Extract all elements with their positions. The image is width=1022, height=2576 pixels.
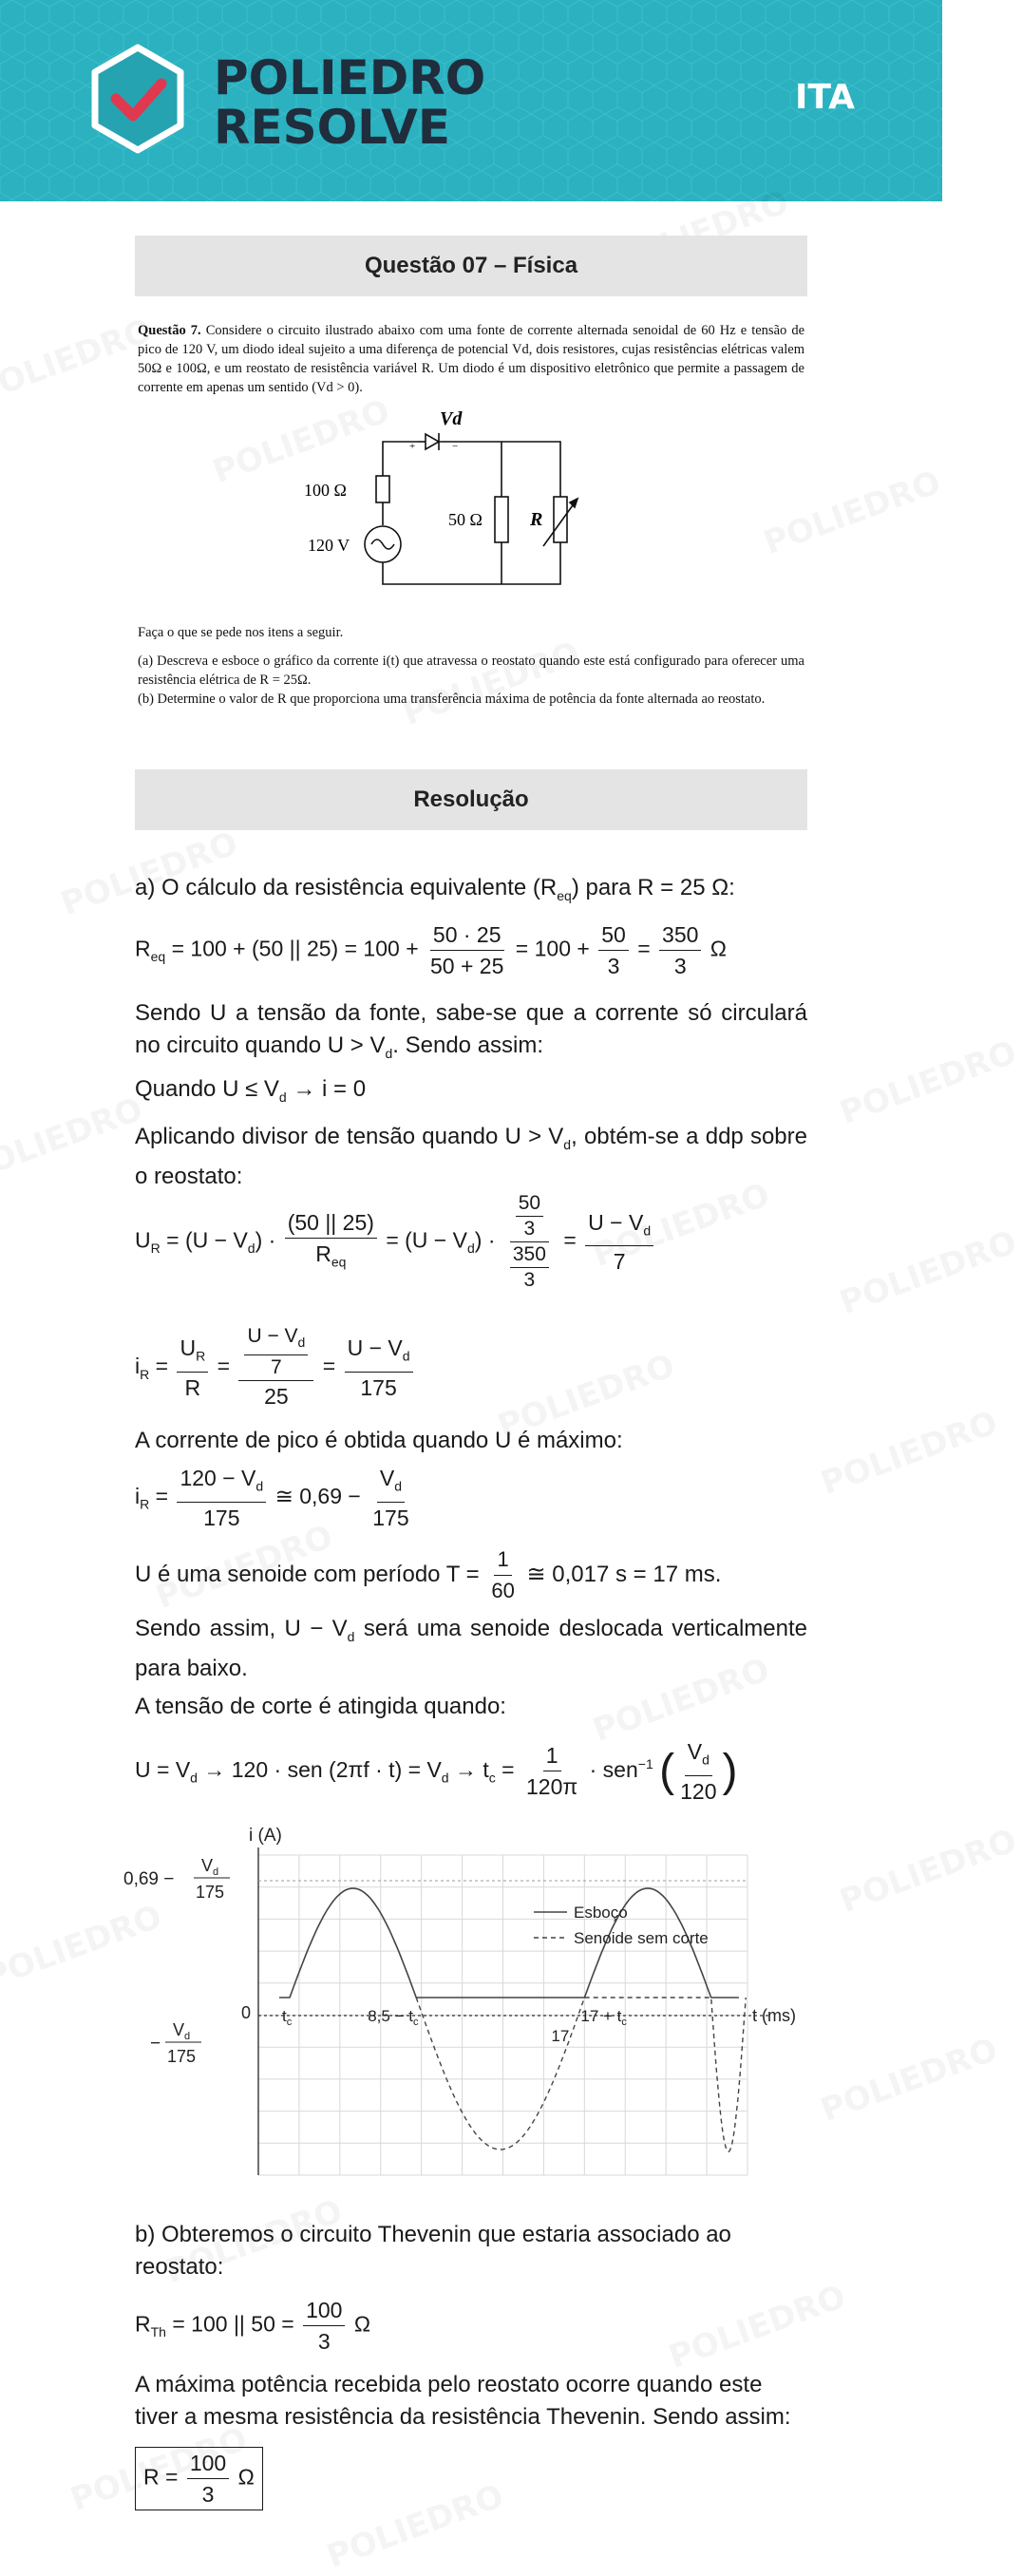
- y-axis-label: i (A): [249, 1826, 282, 1846]
- brand-name: [214, 50, 486, 155]
- svg-text:175: 175: [167, 2047, 197, 2066]
- solution-a-intro: a) O cálculo da resistência equivalente $(R_{eq})$ para R = 25 Ω:: [135, 875, 735, 903]
- equation-cut-time: $U = V_d \to 120$ · sen $(2\pi f \cdot t) = V_d \to t_c$ = $\frac{1}{120\pi}$ · sen$^{-1}$ ( $\frac{V_d}{120}$ ): [135, 1739, 738, 1804]
- final-answer: R = $\frac{100}{3}$ Ω: [135, 2447, 263, 2510]
- question-label: Questão 7.: [138, 323, 201, 338]
- circuit-diagram: [285, 404, 589, 594]
- equation-peak-current: $i_R$ = $\frac{120 - V_d}{175}$ ≅ 0,69 − $\frac{V_d}{175}$: [135, 1466, 409, 1530]
- poliedro-logo-icon: [85, 42, 190, 156]
- question-title-bar: Questão 07 – Física: [135, 236, 807, 296]
- circuit-label-r: R: [530, 509, 543, 530]
- solution-paragraph-8: A máxima potência recebida pelo reostato ocorre quando este tiver a mesma resistência da resistência Thevenin. Sendo assim:: [135, 2372, 791, 2430]
- y-tick-negative: [150, 2020, 201, 2066]
- question-item-a: (a) Descreva e esboce o gráfico da corrente i(t) que atravessa o reostato quando este está configurado para oferecer uma resistência elétrica de R = 25Ω.: [138, 653, 804, 688]
- header-banner: [0, 0, 942, 201]
- svg-text:V: V: [173, 2020, 185, 2039]
- y-tick-peak: [123, 1856, 230, 1902]
- svg-text:0,69 −: 0,69 −: [123, 1869, 175, 1889]
- solution-paragraph-1: Sendo U a tensão da fonte, sabe-se que a corrente só circulará no circuito quando $U > V_d$. Sendo assim:: [135, 1000, 807, 1061]
- question-items: [138, 623, 804, 709]
- solution-paragraph-2: Quando $U \le V_d \to i = 0$: [135, 1076, 367, 1105]
- current-graph: [123, 1822, 819, 2183]
- legend-label-senoide: Senoide sem corte: [574, 1929, 709, 1947]
- question-instruction: Faça o que se pede nos itens a seguir.: [138, 625, 344, 640]
- solution-b-intro: b) Obteremos o circuito Thevenin que estaria associado ao reostato:: [135, 2222, 731, 2280]
- x-axis-label: t (ms): [752, 2006, 796, 2025]
- brand-line-2: RESOLVE: [214, 100, 450, 155]
- equation-rth: $R_{Th} = 100$ || 50 = $\frac{100}{3}$ Ω: [135, 2298, 371, 2354]
- question-statement: [138, 321, 804, 397]
- equation-ir: $i_R$ = $\frac{U_R}{R}$ = $\frac{\frac{U - V_d}{7}}{25}$ = $\frac{U - V_d}{175}$: [135, 1326, 416, 1410]
- legend-label-esboco: Esboço: [574, 1904, 628, 1922]
- circuit-label-source: 120 V: [308, 536, 350, 555]
- svg-text:V: V: [201, 1856, 214, 1875]
- circuit-label-100ohm: 100 Ω: [304, 481, 347, 500]
- solution-paragraph-4: A corrente de pico é obtida quando U é máximo:: [135, 1428, 623, 1453]
- resolution-title-bar: Resolução: [135, 769, 807, 830]
- svg-text:−: −: [150, 2034, 161, 2054]
- y-tick-zero: 0: [241, 2003, 252, 2022]
- solution-paragraph-5: U é uma senoide com período T = $\frac{1}{60}$ ≅ 0,017 s = 17 ms.: [135, 1547, 722, 1602]
- equation-ur: $U_R = (U - V_d)$ · $\frac{(50 || 25)}{R_{eq}}$ = $(U - V_d)$ · $\frac{\frac{50}{3}}{\frac{350}{3}}$ = $\frac{U - V_d}{7}$: [135, 1193, 656, 1291]
- brand-line-1: POLIEDRO: [214, 50, 486, 105]
- svg-text:175: 175: [196, 1883, 225, 1902]
- svg-text:d: d: [213, 1866, 219, 1878]
- circuit-label-plus: +: [409, 441, 416, 452]
- equation-req: $R_{eq} = 100 + (50$ || 25) = 100 + $\frac{50 \cdot 25}{50 + 25}$ = 100 + $\frac{50}{3}$ = $\frac{350}{3}$ Ω: [135, 922, 727, 978]
- solution-paragraph-3: Aplicando divisor de tensão quando $U > V_d$, obtém-se a ddp sobre o reostato:: [135, 1124, 807, 1189]
- solution-paragraph-6: Sendo assim, $U - V_d$ será uma senoide deslocada verticalmente para baixo.: [135, 1616, 807, 1681]
- question-text: Considere o circuito ilustrado abaixo com uma fonte de corrente alternada senoidal de 60 Hz e tensão de pico de 120 V, um diodo ideal sujeito a uma diferença de potencial Vd, dois resistores, cujas resistências elétricas valem 50Ω e 100Ω, e um reostato de resistência variável R. Um diodo é um dispositivo eletrônico que permite a passagem de corrente em apenas um sentido (Vd > 0).: [138, 323, 805, 395]
- x-tick-8-5-minus-tc: $8,5 - t_c$: [368, 2007, 419, 2028]
- circuit-label-vd: Vd: [440, 408, 463, 429]
- question-item-b: (b) Determine o valor de R que proporciona uma transferência máxima de potência da fonte alternada ao reostato.: [138, 691, 766, 707]
- svg-text:d: d: [184, 2031, 191, 2042]
- circuit-label-minus: −: [452, 441, 459, 452]
- circuit-label-50ohm: 50 Ω: [448, 510, 483, 529]
- x-tick-17: 17: [551, 2027, 570, 2045]
- x-tick-tc: $t_c$: [281, 2007, 293, 2028]
- x-tick-17-plus-tc: $17 + t_c$: [580, 2007, 627, 2028]
- solution-paragraph-7: A tensão de corte é atingida quando:: [135, 1694, 506, 1719]
- exam-label: ITA: [794, 78, 855, 117]
